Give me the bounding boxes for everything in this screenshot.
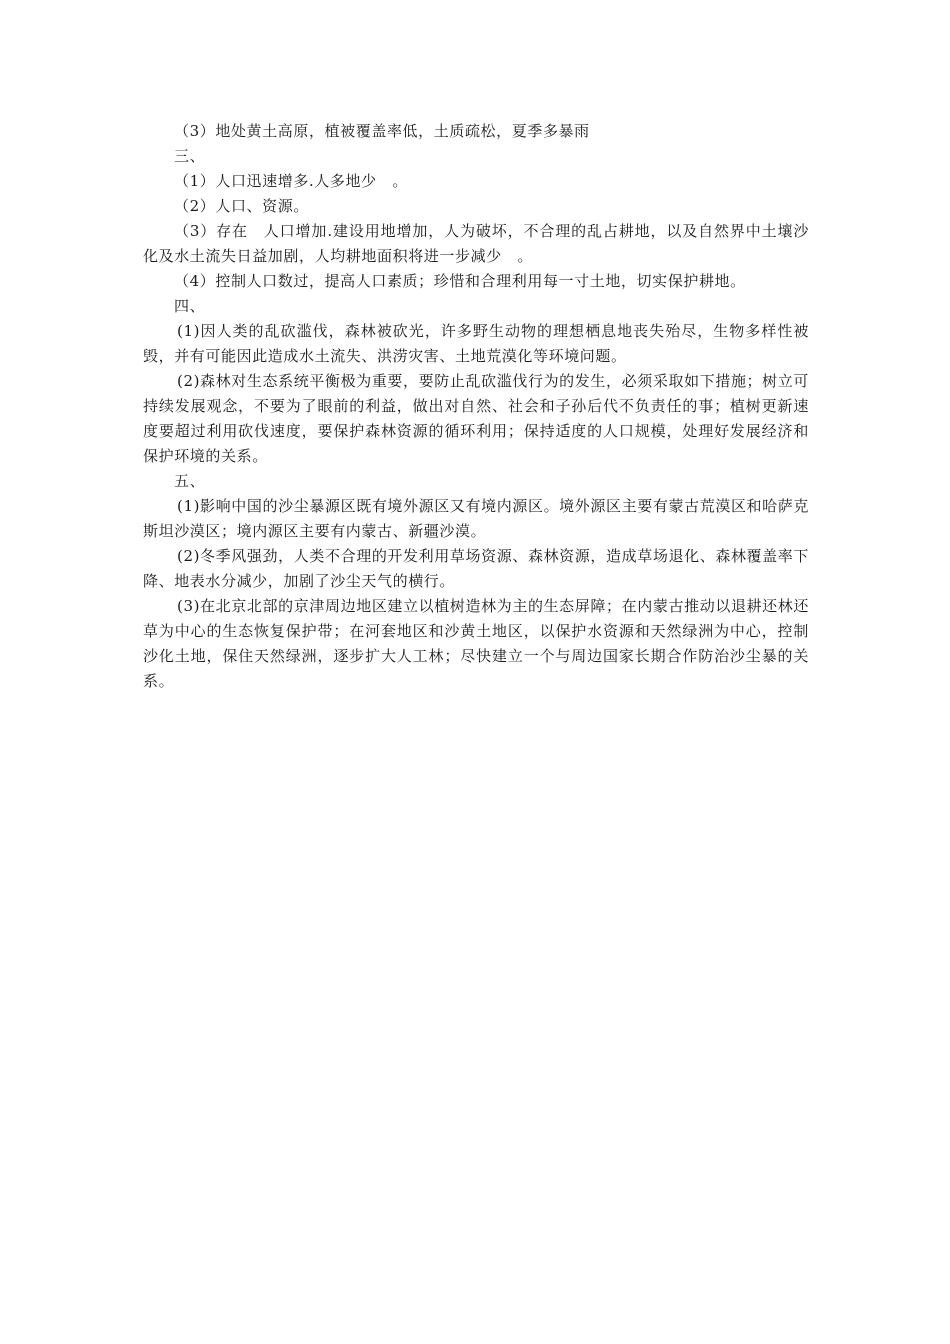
section-heading-5: 五、 (174, 472, 206, 490)
answer-4-1: (1)因人类的乱砍滥伐，森林被砍光，许多野生动物的理想栖息地丧失殆尽，生物多样性被毁，并有可能因此造成水土流失、洪涝灾害、土地荒漠化等环境问题。 (143, 322, 809, 365)
answer-5-1: (1)影响中国的沙尘暴源区既有境外源区又有境内源区。境外源区主要有蒙古荒漠区和哈萨克斯坦沙漠区；境内源区主要有内蒙古、新疆沙漠。 (143, 497, 809, 540)
answer-2-3: （3）地处黄土高原，植被覆盖率低，土质疏松，夏季多暴雨 (174, 122, 590, 140)
section-heading-3: 三、 (174, 147, 206, 165)
answer-3-2: （2）人口、资源。 (174, 197, 309, 215)
document-body (143, 119, 809, 694)
answer-5-2: (2)冬季风强劲，人类不合理的开发利用草场资源、森林资源，造成草场退化、森林覆盖率下降、地表水分减少，加剧了沙尘天气的横行。 (143, 547, 809, 590)
answer-3-3: （3）存在 人口增加.建设用地增加，人为破坏，不合理的乱占耕地，以及自然界中土壤沙化及水土流失日益加剧，人均耕地面积将进一步减少 。 (143, 222, 809, 265)
answer-3-4: （4）控制人口数过，提高人口素质；珍惜和合理利用每一寸土地，切实保护耕地。 (174, 272, 746, 290)
section-heading-4: 四、 (174, 297, 206, 315)
answer-3-1: （1）人口迅速增多.人多地少 。 (174, 172, 408, 190)
answer-4-2: (2)森林对生态系统平衡极为重要，要防止乱砍滥伐行为的发生，必须采取如下措施；树立可持续发展观念，不要为了眼前的利益，做出对自然、社会和子孙后代不负责任的事；植树更新速度要超过利用砍伐速度，要保护森林资源的循环利用；保持适度的人口规模，处理好发展经济和保护环境的关系。 (143, 372, 809, 465)
answer-5-3: (3)在北京北部的京津周边地区建立以植树造林为主的生态屏障；在内蒙古推动以退耕还林还草为中心的生态恢复保护带；在河套地区和沙黄土地区，以保护水资源和天然绿洲为中心，控制沙化土地，保住天然绿洲，逐步扩大人工林；尽快建立一个与周边国家长期合作防治沙尘暴的关系。 (143, 597, 809, 690)
